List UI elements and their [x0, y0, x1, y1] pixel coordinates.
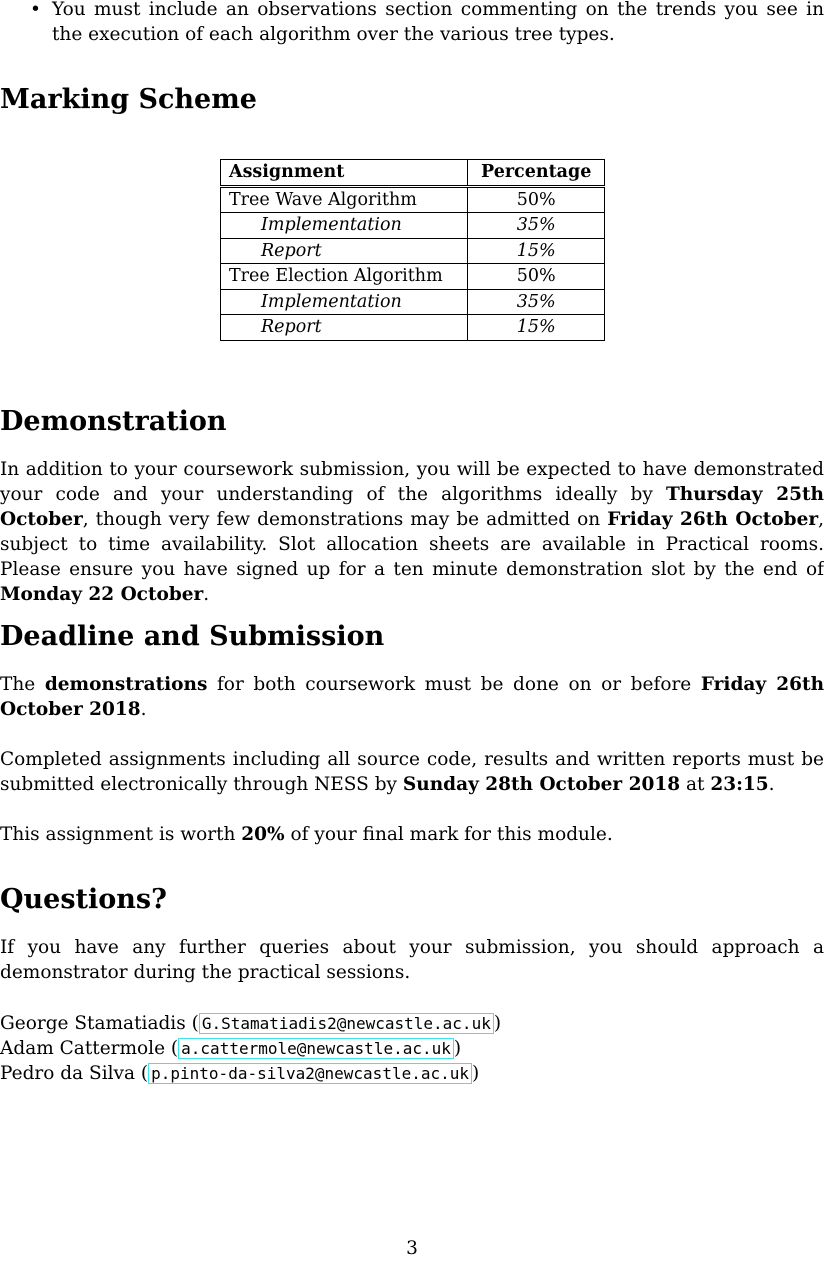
deadline-text: of your final mark for this module.: [284, 824, 613, 845]
table-row: [221, 186, 605, 213]
percentage-cell: 50%: [468, 264, 605, 290]
list-item: Pedro da Silva ( p.pinto-da-silva2@newcastle.ac.uk ): [0, 1063, 480, 1084]
page-number: 3: [406, 1238, 418, 1259]
deadline-date: Friday 26th October 2018: [0, 674, 824, 720]
assignment-cell: Implementation: [221, 213, 468, 239]
deadline-text: The: [0, 674, 45, 695]
bullet-text: You must include an observations section commenting on the trends you see in the execution of each algorithm over the various tree types.: [52, 0, 824, 45]
questions-paragraph: If you have any further queries about your submission, you should approach a demonstrator during the practical sessions.: [0, 937, 824, 983]
list-item: [0, 0, 824, 47]
list-item: George Stamatiadis ( G.Stamatiadis2@newcastle.ac.uk ): [0, 1013, 502, 1034]
contact-list: [0, 1011, 824, 1086]
contact-name: Pedro da Silva: [0, 1063, 136, 1084]
demonstration-heading: Demonstration: [0, 406, 227, 437]
table-row: [221, 213, 605, 239]
questions-heading: Questions?: [0, 884, 167, 915]
table-row: [221, 315, 605, 341]
table-row: [221, 238, 605, 264]
assignment-cell: Report: [221, 238, 468, 264]
deadline-paragraph-demonstrations: [0, 672, 824, 722]
table-row: [221, 289, 605, 315]
marking-scheme-heading: Marking Scheme: [0, 84, 257, 115]
contact-name: Adam Cattermole: [0, 1038, 166, 1059]
list-item: Adam Cattermole ( a.cattermole@newcastle.ac.uk ): [0, 1038, 462, 1059]
column-header-assignment: Assignment: [221, 160, 468, 187]
bullet-icon: •: [30, 0, 41, 20]
percentage-cell: 50%: [468, 186, 605, 213]
demo-date-monday: Monday 22 October: [0, 584, 204, 605]
demo-text: , though very few demonstrations may be admitted on: [82, 509, 608, 530]
email-link[interactable]: a.cattermole@newcastle.ac.uk: [178, 1038, 454, 1059]
deadline-text: .: [140, 699, 147, 720]
deadline-text: Completed assignments including all source code, results and written reports must be submitted electronically through NESS by: [0, 749, 824, 795]
demo-text: In addition to your coursework submission, you will be expected to have demonstrated your code and your understanding of the algorithms ideally by: [0, 459, 824, 505]
table-header-row: [221, 160, 605, 187]
percentage-cell: 15%: [468, 315, 605, 341]
percentage-cell: 35%: [468, 213, 605, 239]
deadline-text: for both coursework must be done on or before: [207, 674, 701, 695]
deadline-text: This assignment is worth: [0, 824, 242, 845]
deadline-bold: demonstrations: [44, 674, 208, 695]
percentage-cell: 35%: [468, 289, 605, 315]
email-link[interactable]: p.pinto-da-silva2@newcastle.ac.uk: [148, 1063, 472, 1084]
assignment-cell: Implementation: [221, 289, 468, 315]
submission-date: Sunday 28th October 2018: [402, 774, 681, 795]
column-header-percentage: Percentage: [468, 160, 605, 187]
deadline-paragraph-submission: [0, 747, 824, 797]
assignment-cell: Tree Wave Algorithm: [221, 186, 468, 213]
deadline-text: at: [680, 774, 711, 795]
contact-name: George Stamatiadis: [0, 1013, 186, 1034]
demo-text: .: [203, 584, 210, 605]
table-row: [221, 264, 605, 290]
marking-scheme-table: [220, 159, 605, 341]
demo-text: , subject to time availability. Slot allocation sheets are available in Practical rooms. Please ensure you have signed up for a ten minute demonstration slot by the end of: [0, 509, 824, 580]
deadline-text: .: [768, 774, 775, 795]
demonstration-paragraph: [0, 457, 824, 607]
demo-date-friday: Friday 26th October: [607, 509, 819, 530]
percentage-cell: 15%: [468, 238, 605, 264]
assignment-weight: 20%: [241, 824, 285, 845]
email-link[interactable]: G.Stamatiadis2@newcastle.ac.uk: [199, 1013, 494, 1034]
deadline-paragraph-weight: [0, 822, 824, 847]
assignment-cell: Tree Election Algorithm: [221, 264, 468, 290]
demo-date-thursday: Thursday 25th October: [0, 484, 824, 530]
deadline-heading: Deadline and Submission: [0, 621, 385, 652]
requirements-list: [0, 0, 824, 47]
assignment-cell: Report: [221, 315, 468, 341]
submission-time: 23:15: [710, 774, 769, 795]
